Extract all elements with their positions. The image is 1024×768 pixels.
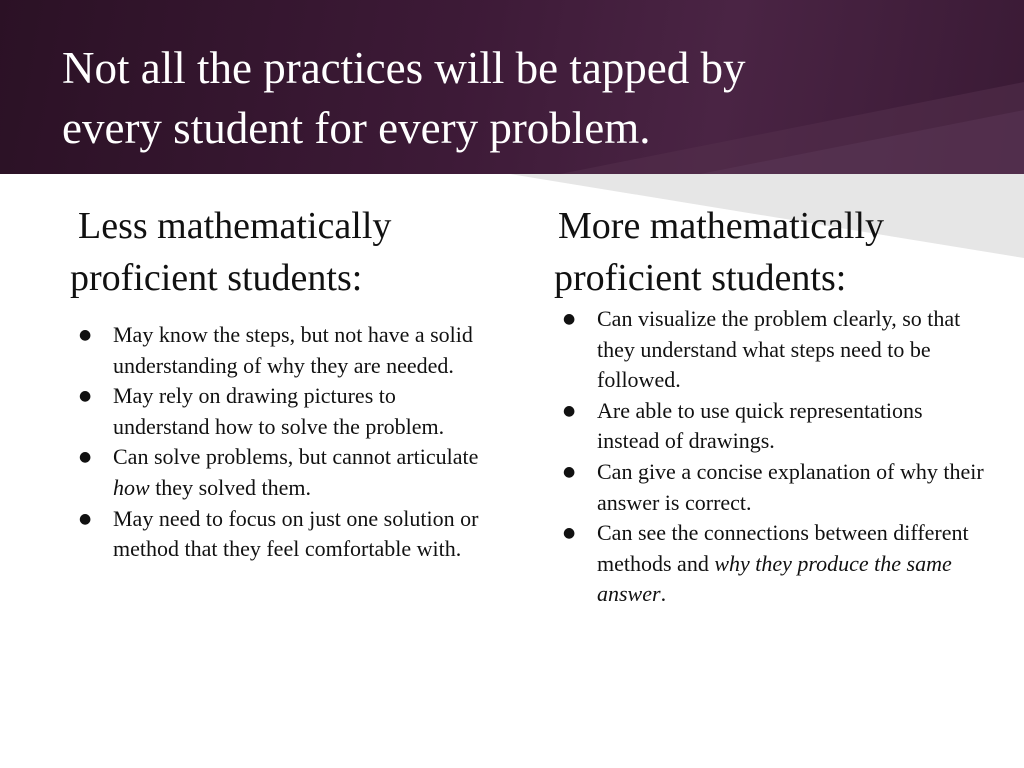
list-item [554, 304, 984, 396]
bullet-icon: ● [79, 327, 92, 343]
list-item-text: Are able to use quick representations instead of drawings. [597, 397, 923, 454]
slide-title-line-2: every student for every problem. [62, 103, 651, 153]
title-banner [0, 0, 1024, 174]
less-proficient-column [70, 200, 490, 565]
list-item-text: May rely on drawing pictures to understand how to solve the problem. [113, 383, 445, 439]
list-item-text-post: . [660, 581, 667, 607]
slide-title [62, 38, 962, 158]
list-item-text: May need to focus on just one solution or method that they feel comfortable with. [113, 505, 479, 562]
list-item-text-pre: Can solve problems, but cannot articulate [113, 444, 479, 470]
list-item-text-pre: Can see the connections between different methods and [597, 520, 969, 576]
bullet-icon: ● [79, 510, 92, 527]
less-proficient-list [70, 320, 490, 565]
less-proficient-heading [70, 200, 490, 304]
list-item [554, 457, 984, 518]
list-item-text: Can give a concise explanation of why their answer is correct. [597, 458, 984, 515]
slide-title-line-1: Not all the practices will be tapped by [62, 43, 746, 93]
list-item-text: May know the steps, but not have a solid understanding of why they are needed. [113, 322, 473, 378]
list-item-text-emphasis: how [113, 474, 150, 500]
less-proficient-heading-line-2: proficient students: [70, 257, 363, 299]
bullet-icon: ● [79, 449, 92, 466]
more-proficient-heading [554, 200, 984, 304]
more-proficient-column [554, 200, 984, 610]
list-item [554, 518, 984, 610]
bullet-icon: ● [563, 525, 576, 542]
list-item-text: Can visualize the problem clearly, so that they understand what steps need to be followed. [597, 306, 961, 393]
bullet-icon: ● [563, 311, 576, 327]
list-item-text-post: they solved them. [149, 474, 311, 500]
list-item [554, 396, 984, 457]
list-item [70, 320, 490, 381]
less-proficient-heading-line-1: Less mathematically [78, 205, 392, 247]
list-item [70, 504, 490, 565]
more-proficient-list [554, 304, 984, 610]
more-proficient-heading-line-1: More mathematically [558, 205, 885, 247]
list-item [70, 442, 490, 503]
more-proficient-heading-line-2: proficient students: [554, 257, 847, 299]
list-item-text-emphasis: why they produce the same answer [597, 550, 952, 607]
bullet-icon: ● [563, 463, 576, 480]
bullet-icon: ● [79, 388, 92, 405]
bullet-icon: ● [563, 402, 576, 419]
list-item [70, 381, 490, 442]
